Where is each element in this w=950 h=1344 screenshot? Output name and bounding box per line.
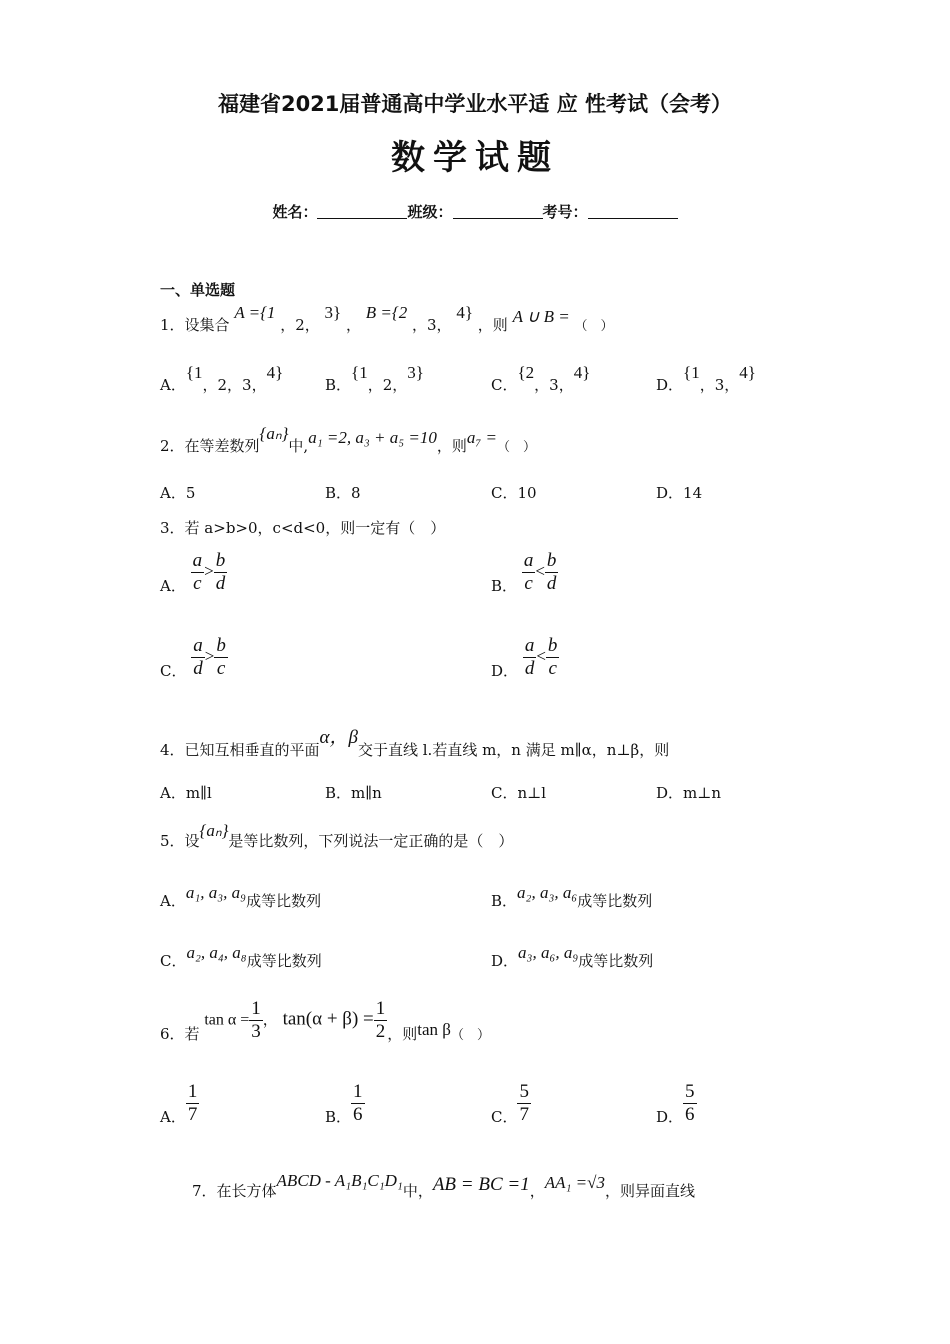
q1-set-b-end: 4} [456, 303, 473, 322]
q6-tan-sum: tan(α + β) = [282, 1008, 374, 1030]
q5-number: 5．设 [160, 832, 200, 850]
q6-option-c[interactable]: C． $\frac{5}{7}$ [491, 1081, 529, 1126]
q2-option-d[interactable]: D．14 [656, 484, 703, 502]
q5-option-a[interactable]: A．a₁, a₃, a₉成等比数列 [160, 883, 322, 910]
name-label: 姓名： [272, 203, 318, 221]
q1-number: 1．设集合 [160, 316, 230, 334]
q4-option-b[interactable]: B．m∥n [325, 784, 382, 802]
section-heading: 一、单选题 [160, 281, 236, 299]
q1-answer-paren: （ ） [574, 319, 614, 334]
q2-condition: a₁ =2, a₃ + a₅ =10 [308, 428, 437, 447]
q5-sequence: {aₙ} [199, 821, 229, 840]
q6-option-a[interactable]: A． $\frac{1}{7}$ [160, 1081, 198, 1126]
q5-option-d[interactable]: D．a₃, a₆, a₉成等比数列 [491, 943, 654, 970]
q2-option-b[interactable]: B．8 [325, 484, 361, 502]
q2-option-a[interactable]: A．5 [160, 484, 196, 502]
q1-sep-b: ，3， [411, 316, 452, 334]
q1-set-a: A ={1 [234, 303, 276, 322]
q6-target: tan β [417, 1019, 451, 1039]
q7-condition-2: AA₁ =√3 [544, 1173, 605, 1192]
exam-no-blank[interactable] [588, 204, 678, 219]
student-info-line [0, 201, 950, 222]
q5-option-b[interactable]: B．a₂, a₃, a₆成等比数列 [491, 883, 653, 910]
q5-text: 是等比数列，下列说法一定正确的是（ ） [228, 832, 514, 850]
question-7-stem [192, 1171, 695, 1202]
q2-mid: 中, [288, 437, 309, 455]
q7-comma: ， [529, 1182, 545, 1200]
q1-comma: ， [346, 316, 362, 334]
q2-option-c[interactable]: C．10 [491, 484, 537, 502]
q4-option-d[interactable]: D．m⊥n [656, 784, 722, 802]
question-1-stem [160, 303, 614, 335]
exam-title: 福建省2021届普通高中学业水平适 应 性考试（会考） [217, 92, 733, 116]
q6-option-b[interactable]: B． $\frac{1}{6}$ [325, 1081, 363, 1126]
q5-option-c[interactable]: C．a₂, a₄, a₈成等比数列 [160, 943, 322, 970]
q6-number: 6．若 [160, 1024, 200, 1043]
q7-mid: 中， [402, 1182, 433, 1200]
q2-target: a₇ = [466, 428, 498, 447]
q4-option-a[interactable]: A．m∥l [160, 784, 212, 802]
subject-title: 数学试题 [391, 138, 559, 178]
q7-tail: ，则异面直线 [604, 1182, 695, 1200]
q2-answer-paren: （ ） [497, 440, 537, 455]
q1-then: ，则 [477, 316, 508, 334]
q2-number: 2．在等差数列 [160, 437, 260, 455]
question-5-stem [160, 821, 514, 851]
q7-condition-1: AB = BC =1 [432, 1174, 530, 1195]
q4-option-c[interactable]: C．n⊥l [491, 784, 547, 802]
q3-option-a[interactable]: A． $\frac{a}{c}$ > $\frac{b}{d}$ [160, 550, 226, 595]
q3-option-c[interactable]: C． $\frac{a}{d}$ > $\frac{b}{c}$ [160, 635, 226, 680]
q4-planes: α，β [319, 727, 358, 748]
exam-no-label: 考号： [542, 203, 588, 221]
class-label: 班级： [407, 203, 453, 221]
question-2-stem [160, 424, 537, 456]
q1-option-a[interactable]: A．{1，2，3，4} [160, 363, 284, 394]
q1-union-expr: A ∪ B = [512, 307, 570, 326]
q2-then: ，则 [436, 437, 467, 455]
question-3-stem: 3．若 a>b>0，c<d<0，则一定有（ ） [160, 519, 446, 537]
q6-tan-alpha: tan α = [204, 1011, 250, 1029]
q6-option-d[interactable]: D． $\frac{5}{6}$ [656, 1081, 695, 1126]
q3-option-d[interactable]: D． $\frac{a}{d}$ < $\frac{b}{c}$ [491, 635, 558, 680]
q7-number: 7．在长方体 [192, 1182, 277, 1200]
q1-set-b: B ={2 [365, 303, 408, 322]
class-blank[interactable] [453, 204, 543, 219]
q6-then: ，则 [387, 1024, 418, 1043]
q1-option-d[interactable]: D．{1，3，4} [656, 363, 756, 394]
q2-sequence: {aₙ} [259, 424, 289, 443]
question-6-stem: 6．若 tan α = $\frac{1}{3}$ ， tan(α + β) = $\frac{1}{2}$ ，则tan β（ ） [160, 998, 490, 1043]
q1-sep: ，2， [280, 316, 320, 334]
q3-option-b[interactable]: B． $\frac{a}{c}$ < $\frac{b}{d}$ [491, 550, 557, 595]
q1-option-c[interactable]: C．{2，3，4} [491, 363, 591, 394]
name-blank[interactable] [317, 204, 407, 219]
q6-comma: ， [262, 1010, 278, 1029]
q4-number: 4．已知互相垂直的平面 [160, 741, 320, 759]
q7-solid: ABCD - A₁B₁C₁D₁ [276, 1171, 403, 1190]
q1-set-a-end: 3} [324, 303, 342, 322]
q4-text: 交于直线 l.若直线 m，n 满足 m∥α，n⊥β，则 [357, 741, 670, 759]
question-4-stem [160, 727, 670, 761]
q6-answer-paren: （ ） [450, 1027, 490, 1043]
q1-option-b[interactable]: B．{1，2，3} [325, 363, 424, 394]
